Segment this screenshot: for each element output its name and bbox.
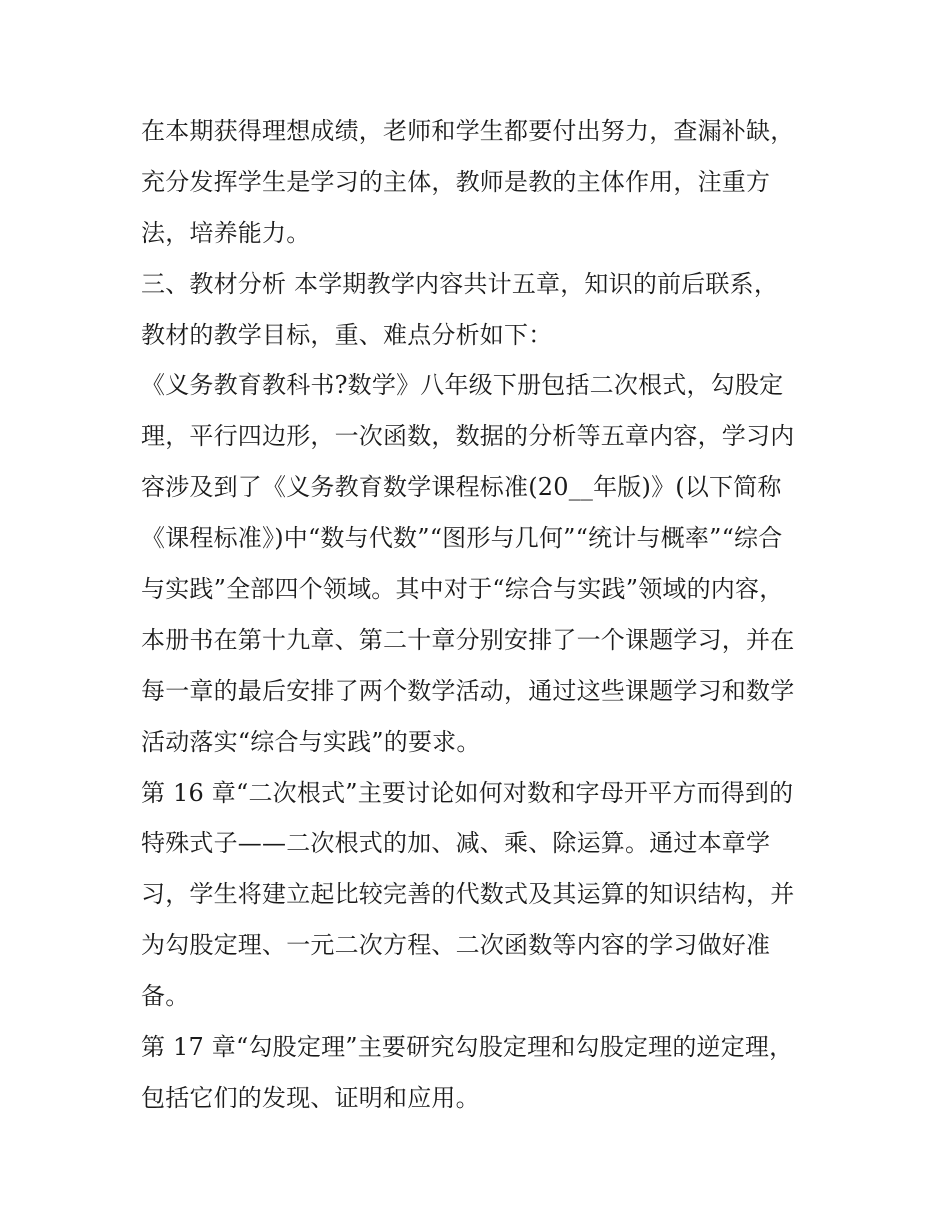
section-heading-line: 三、教材分析 本学期教学内容共计五章，知识的前后联系， (141, 269, 779, 298)
text-line: 特殊式子——二次根式的加、减、乘、除运算。通过本章学 (141, 829, 771, 858)
text-line: 包括它们的发现、证明和应用。 (141, 1083, 480, 1112)
text-line: 容涉及到了《义务教育数学课程标准(20__年版)》(以下简称 (141, 473, 782, 502)
text-line: 备。 (141, 982, 190, 1011)
text-line: 与实践”全部四个领域。其中对于“综合与实践”领域的内容， (141, 575, 784, 604)
chapter-17-line: 第 17 章“勾股定理”主要研究勾股定理和勾股定理的逆定理， (141, 1033, 794, 1062)
text-line: 理，平行四边形，一次函数，数据的分析等五章内容，学习内 (141, 422, 795, 451)
text-line: 《课程标准》)中“数与代数”“图形与几何”“统计与概率”“综合 (141, 524, 783, 553)
text-line: 教材的教学目标，重、难点分析如下： (141, 320, 553, 349)
text-line: 在本期获得理想成绩，老师和学生都要付出努力，查漏补缺， (141, 117, 795, 145)
text-line: 本册书在第十九章、第二十章分别安排了一个课题学习，并在 (141, 625, 795, 654)
text-line: 法，培养能力。 (141, 218, 311, 247)
text-line: 每一章的最后安排了两个数学活动，通过这些课题学习和数学 (141, 676, 795, 705)
text-line: 为勾股定理、一元二次方程、二次函数等内容的学习做好准 (141, 931, 771, 960)
chapter-16-line: 第 16 章“二次根式”主要讨论如何对数和字母开平方而得到的 (141, 778, 794, 807)
text-line: 活动落实“综合与实践”的要求。 (141, 727, 481, 756)
text-line: 充分发挥学生是学习的主体，教师是教的主体作用，注重方 (141, 167, 771, 196)
text-line: 习，学生将建立起比较完善的代数式及其运算的知识结构，并 (141, 880, 795, 909)
document-body (141, 106, 831, 1124)
text-line: 《义务教育教科书?数学》八年级下册包括二次根式，勾股定 (141, 371, 784, 400)
